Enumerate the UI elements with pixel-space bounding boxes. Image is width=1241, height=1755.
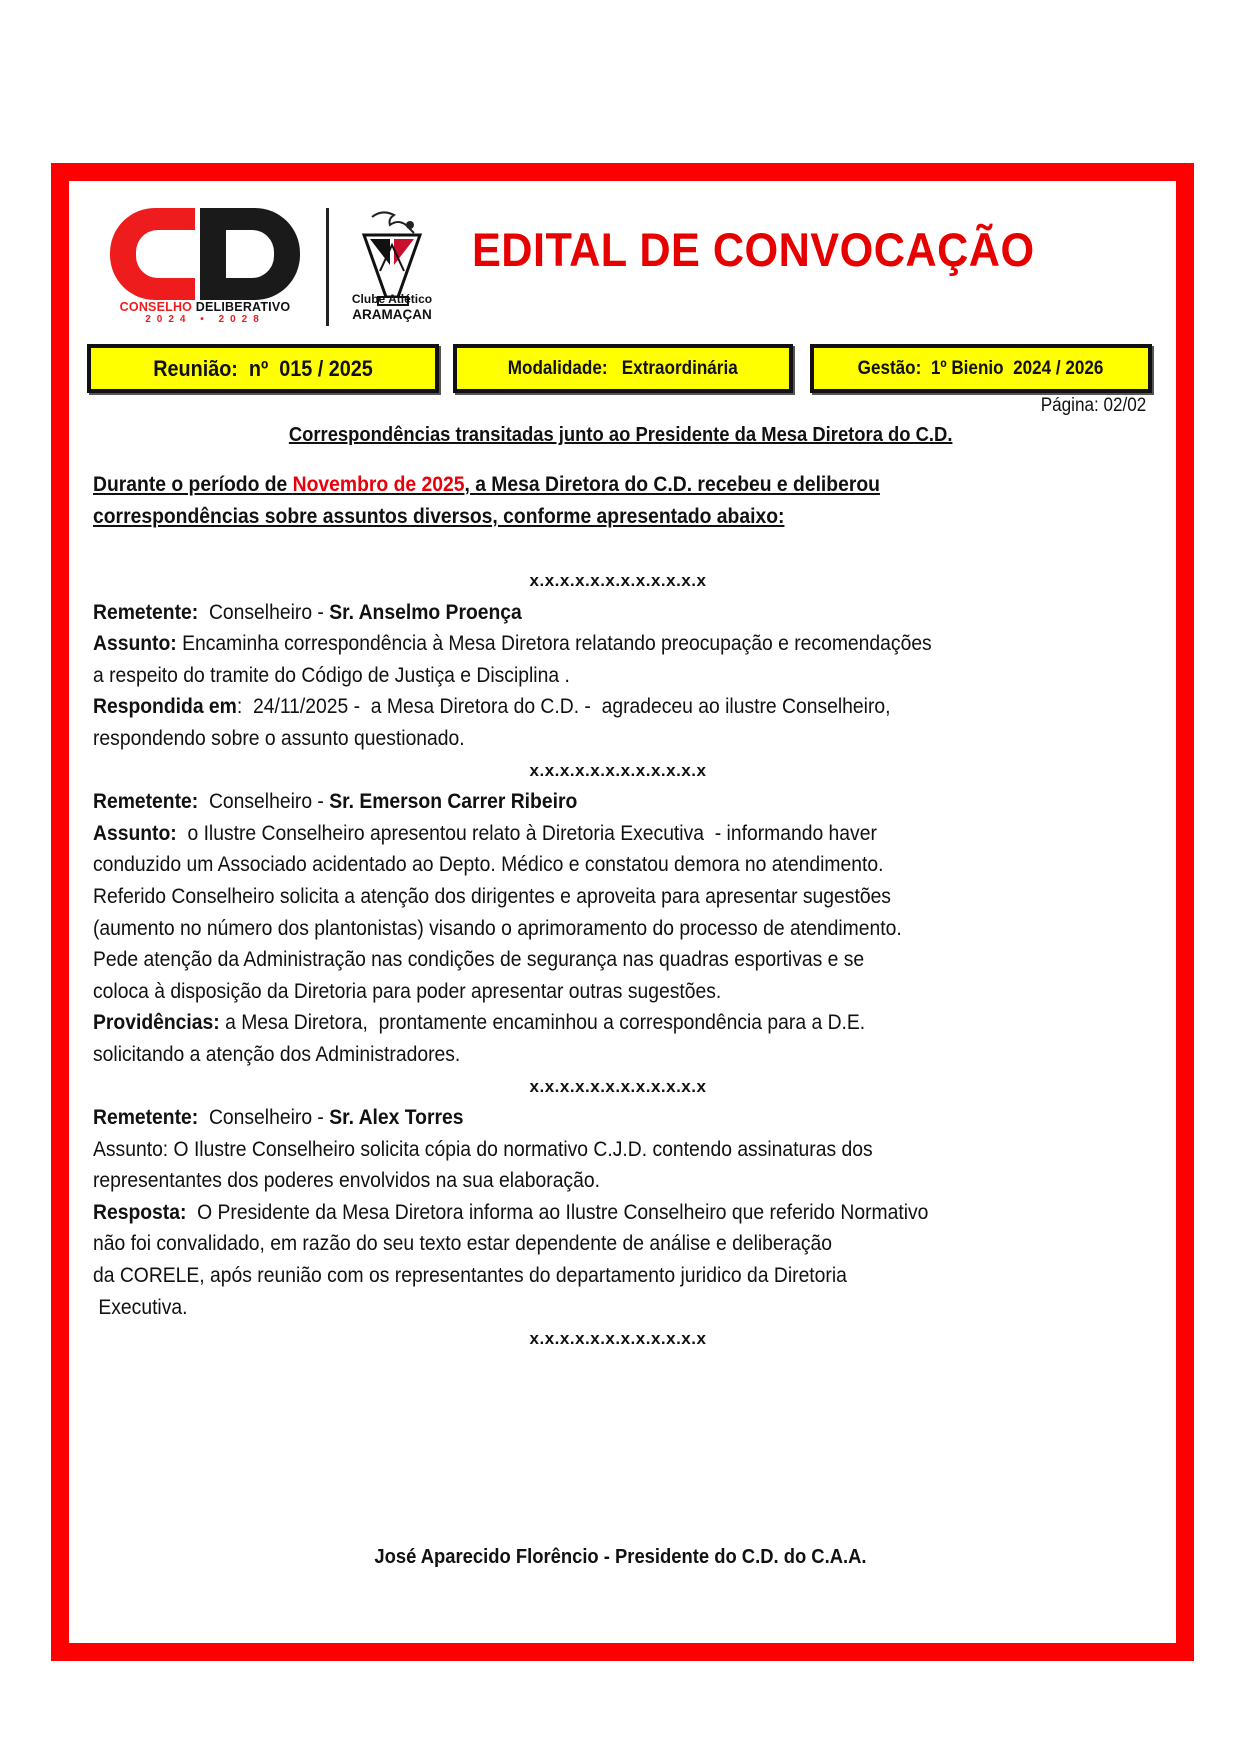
response-line: da CORELE, após reunião com os representantes do departamento juridico da Diretoria	[93, 1264, 847, 1288]
correspondence-list	[93, 565, 1193, 1355]
logo-d-letter	[200, 208, 300, 300]
period-highlight: Novembro de 2025	[292, 473, 465, 496]
logo-years: 2024 • 2028	[145, 314, 265, 325]
logo-c-letter	[110, 208, 195, 300]
subject-line: Assunto: o Ilustre Conselheiro apresentou relato à Diretoria Executiva - informando haver	[93, 821, 877, 845]
response-line: respondendo sobre o assunto questionado.	[93, 726, 465, 750]
sender-line: Remetente: Conselheiro - Sr. Emerson Carrer Ribeiro	[93, 790, 578, 814]
correspondence-entry	[93, 1102, 1193, 1323]
sender-line: Remetente: Conselheiro - Sr. Alex Torres	[93, 1106, 464, 1130]
subject-line: (aumento no número dos plantonistas) visando o aprimoramento do processo de atendimento.	[93, 916, 902, 940]
logo-caption: CONSELHO DELIBERATIVO	[119, 300, 291, 314]
subject-line: representantes dos poderes envolvidos na sua elaboração.	[93, 1169, 600, 1193]
subject-line: conduzido um Associado acidentado ao Depto. Médico e constatou demora no atendimento.	[93, 853, 884, 877]
correspondence-entry	[93, 597, 1193, 755]
subject-line: a respeito do tramite do Código de Justiça e Disciplina .	[93, 663, 570, 687]
subject-line: Assunto: Encaminha correspondência à Mesa Diretora relatando preocupação e recomendações	[93, 632, 932, 656]
page-number: Página: 02/02	[1040, 395, 1146, 416]
management-term-box: Gestão: 1º Bienio 2024 / 2026	[810, 344, 1152, 393]
response-line: não foi convalidado, em razão do seu texto estar dependente de análise e deliberação	[93, 1232, 832, 1256]
club-name: Clube Atlético ARAMAÇAN	[351, 292, 433, 322]
separator: x.x.x.x.x.x.x.x.x.x.x.x	[529, 1329, 707, 1349]
response-line: Resposta: O Presidente da Mesa Diretora informa ao Ilustre Conselheiro que referido Normativo	[93, 1200, 929, 1224]
correspondence-entry	[93, 786, 1193, 1070]
subject-line: Pede atenção da Administração nas condições de segurança nas quadras esportivas e se	[93, 948, 865, 972]
intro-paragraph: Durante o período de Novembro de 2025, a Mesa Diretora do C.D. recebeu e deliberou correspondências sobre assuntos diversos, conforme apresentado abaixo:	[93, 473, 880, 528]
meeting-number-box: Reunião: nº 015 / 2025	[87, 344, 439, 393]
subject-line: Referido Conselheiro solicita a atenção dos dirigentes e aproveita para apresentar sugestões	[93, 884, 891, 908]
sender-name: Sr. Alex Torres	[329, 1106, 464, 1130]
separator: x.x.x.x.x.x.x.x.x.x.x.x	[529, 571, 707, 590]
response-line: Executiva.	[93, 1295, 188, 1319]
document-title: EDITAL DE CONVOCAÇÃO	[472, 223, 1035, 276]
separator: x.x.x.x.x.x.x.x.x.x.x.x	[529, 760, 707, 780]
response-line: Providências: a Mesa Diretora, prontamente encaminhou a correspondência para a D.E.	[93, 1011, 866, 1035]
subject-line: Assunto: O Ilustre Conselheiro solicita cópia do normativo C.J.D. contendo assinaturas dos	[93, 1137, 873, 1161]
section-subtitle: Correspondências transitadas junto ao Presidente da Mesa Diretora do C.D.	[288, 424, 953, 446]
sender-line: Remetente: Conselheiro - Sr. Anselmo Proença	[93, 600, 522, 624]
sender-name: Sr. Anselmo Proença	[329, 600, 522, 624]
signature: José Aparecido Florêncio - Presidente do C.D. do C.A.A.	[374, 1546, 867, 1568]
sender-name: Sr. Emerson Carrer Ribeiro	[329, 790, 578, 814]
modality-box: Modalidade: Extraordinária	[453, 344, 793, 393]
logo-divider	[326, 208, 329, 326]
subject-line: coloca à disposição da Diretoria para poder apresentar outras sugestões.	[93, 979, 722, 1003]
response-line: solicitando a atenção dos Administradores.	[93, 1042, 461, 1066]
response-line: Respondida em: 24/11/2025 - a Mesa Diretora do C.D. - agradeceu ao ilustre Conselheiro,	[93, 695, 891, 719]
separator: x.x.x.x.x.x.x.x.x.x.x.x	[529, 1076, 707, 1096]
